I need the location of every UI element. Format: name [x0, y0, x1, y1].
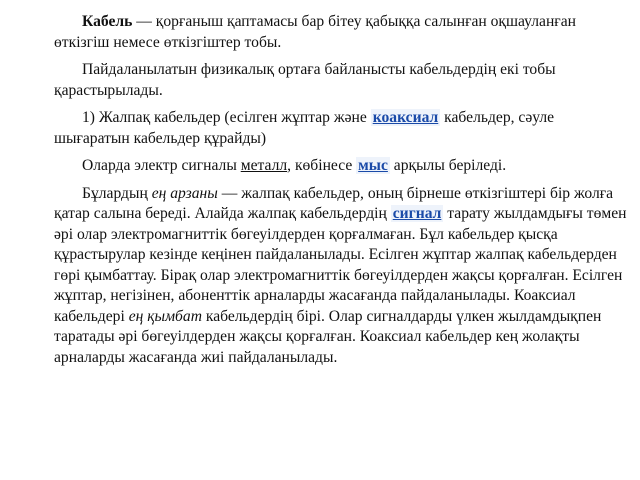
paragraph-item-1	[54, 108, 632, 149]
definition-text: — қорғаныш қаптамасы бар бітеу қабыққа салынған оқшауланған өткізгіш немесе өткізгіштер тобы.	[54, 13, 576, 51]
details-italic-cheapest: ең арзаны	[151, 184, 218, 202]
paragraph-groups	[54, 60, 632, 101]
details-text-a: Бұлардың	[82, 184, 152, 202]
signal-text-a: Оларда электр сигналы	[82, 157, 241, 174]
link-signal[interactable]: сигнал	[392, 205, 442, 222]
document-body	[54, 12, 632, 375]
details-text-c: тарату жылдамдығы төмен әрі олар электромагниттік бөгеуілдерден қорғалмаған. Бұл кабельдер қысқа құрастырулар кезінде кеңінен пайдаланылады. Есілген жұптар жалпақ кабельдерден гөрі қымбаттау. Бірақ олар электромагниттік бөгеуілдерден жақсы қорғалған. Есілген жұптар, негізінен, абоненттік арналарды жасағанда пайдаланылады. Коаксиал кабельдері	[54, 205, 627, 325]
details-text-d: кабельдердің бірі. Олар сигналдарды үлкен жылдамдықпен таратады әрі бөгеуілдерден жақсы қорғалған. Коаксиал кабельдер кең жолақты арналарды жасағанда жиі пайдаланылады.	[54, 307, 602, 366]
groups-text: Пайдаланылатын физикалық ортаға байланысты кабельдердің екі тобы қарастырылады.	[54, 61, 556, 99]
details-italic-expensive: ең қымбат	[128, 307, 202, 325]
signal-text-c: арқылы беріледі.	[389, 157, 507, 174]
link-copper[interactable]: мыс	[358, 157, 388, 174]
item-1-text-b: кабельдер, сәуле шығаратын кабельдер құрайды)	[54, 109, 555, 147]
link-metal[interactable]: металл	[240, 157, 288, 174]
paragraph-signal	[54, 156, 632, 177]
paragraph-definition	[54, 12, 632, 53]
details-text-b: — жалпақ кабельдер, оның бірнеше өткізгіштері бір жолға қатар салына береді. Алайда жалпақ кабельдердің	[54, 184, 614, 222]
link-coaxial[interactable]: коаксиал	[372, 109, 439, 126]
signal-text-b: , көбінесе	[287, 157, 357, 174]
term-cable: Кабель	[82, 13, 133, 30]
paragraph-details	[54, 184, 632, 369]
item-1-text-a: 1) Жалпақ кабельдер (есілген жұптар және	[82, 109, 371, 126]
